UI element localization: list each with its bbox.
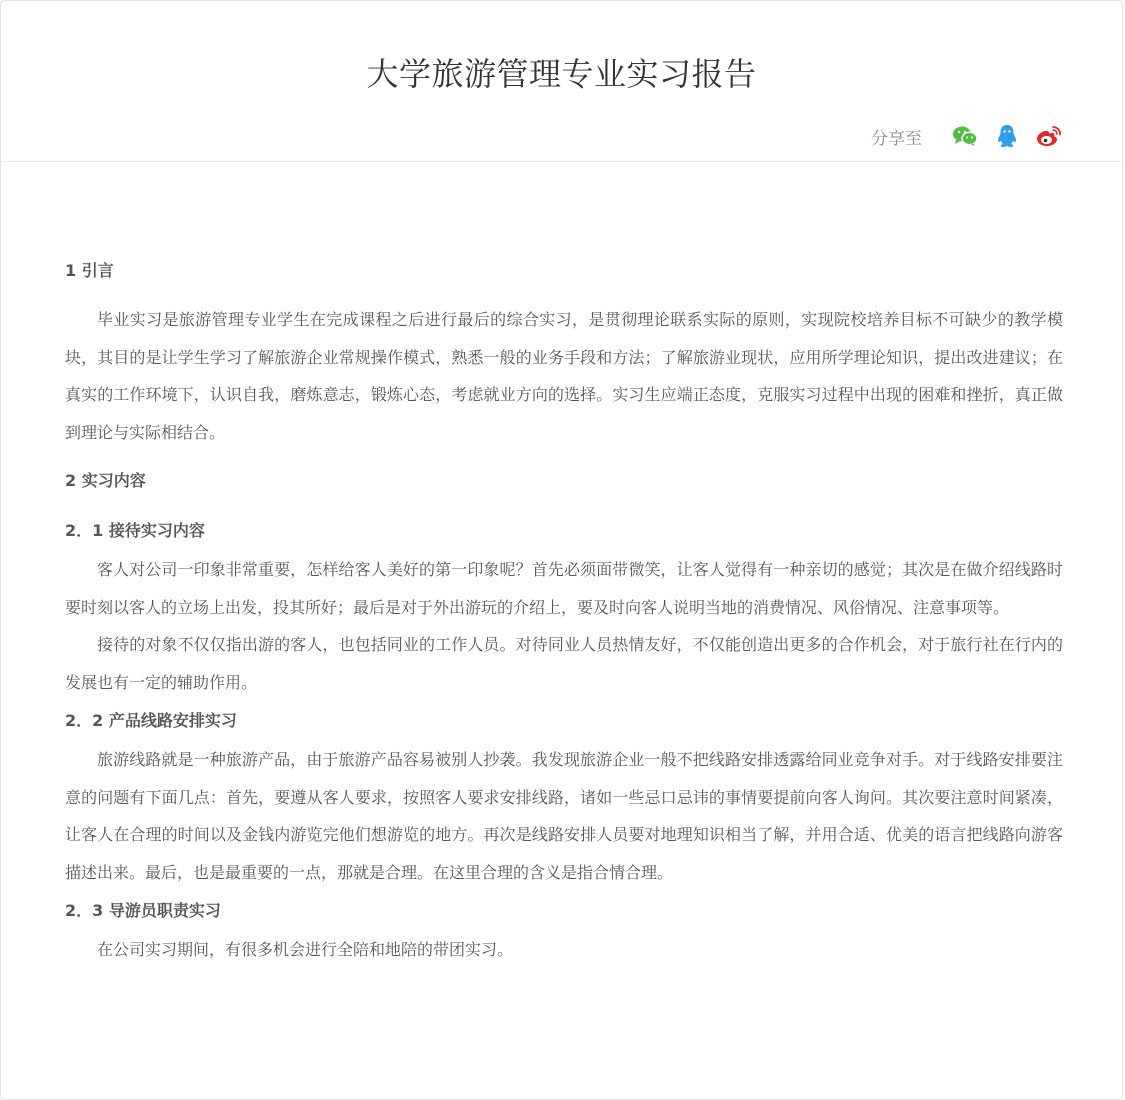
page-title: 大学旅游管理专业实习报告 [366, 55, 757, 93]
paragraph: 毕业实习是旅游管理专业学生在完成课程之后进行最后的综合实习，是贯彻理论联系实际的原则，实现院校培养目标不可缺少的教学模块，其目的是让学生学习了解旅游企业常规操作模式，熟悉一般的业务手段和方法；了解旅游业现状，应用所学理论知识，提出改进建议；在真实的工作环境下，认识自我，磨炼意志，锻炼心态，考虑就业方向的选择。实习生应端正态度，克服实习过程中出现的困难和挫折，真正做到理论与实际相结合。 [65, 310, 1063, 442]
subsection-heading-2-1: 2．1 接待实习内容 [65, 521, 205, 540]
section-heading-2: 2 实习内容 [65, 471, 146, 490]
share-label: 分享至 [871, 128, 922, 149]
spacer [65, 503, 1063, 511]
section-heading-1: 1 引言 [65, 261, 114, 280]
paragraph: 旅游线路就是一种旅游产品，由于旅游产品容易被别人抄袭。我发现旅游企业一般不把线路安排透露给同业竞争对手。对于线路安排要注意的问题有下面几点：首先，要遵从客人要求，按照客人要求安排线路，诸如一些忌口忌讳的事情要提前向客人询问。其次要注意时间紧凑，让客人在合理的时间以及金钱内游览完他们想游览的地方。再次是线路安排人员要对地理知识相当了解，并用合适、优美的语言把线路向游客描述出来。最后，也是最重要的一点，那就是合理。在这里合理的含义是指合情合理。 [65, 750, 1063, 882]
share-bar [871, 121, 1062, 151]
paragraph: 在公司实习期间，有很多机会进行全陪和地陪的带团实习。 [97, 940, 514, 959]
paragraph: 客人对公司一印象非常重要，怎样给客人美好的第一印象呢？首先必须面带微笑，让客人觉得有一种亲切的感觉；其次是在做介绍线路时要时刻以客人的立场上出发，投其所好；最后是对于外出游玩的介绍上，要及时向客人说明当地的消费情况、风俗情况、注意事项等。 [65, 560, 1063, 617]
paragraph: 接待的对象不仅仅指出游的客人，也包括同业的工作人员。对待同业人员热情友好，不仅能创造出更多的合作机会，对于旅行社在行内的发展也有一定的辅助作用。 [65, 635, 1063, 692]
subsection-heading-2-3: 2．3 导游员职责实习 [65, 901, 221, 920]
article-header [1, 1, 1122, 162]
weibo-icon[interactable] [1036, 123, 1062, 149]
subsection-heading-2-2: 2．2 产品线路安排实习 [65, 711, 237, 730]
article-body [65, 249, 1063, 969]
qq-icon[interactable] [994, 123, 1020, 149]
spacer [65, 451, 1063, 459]
wechat-icon[interactable] [952, 123, 978, 149]
spacer [65, 293, 1063, 301]
